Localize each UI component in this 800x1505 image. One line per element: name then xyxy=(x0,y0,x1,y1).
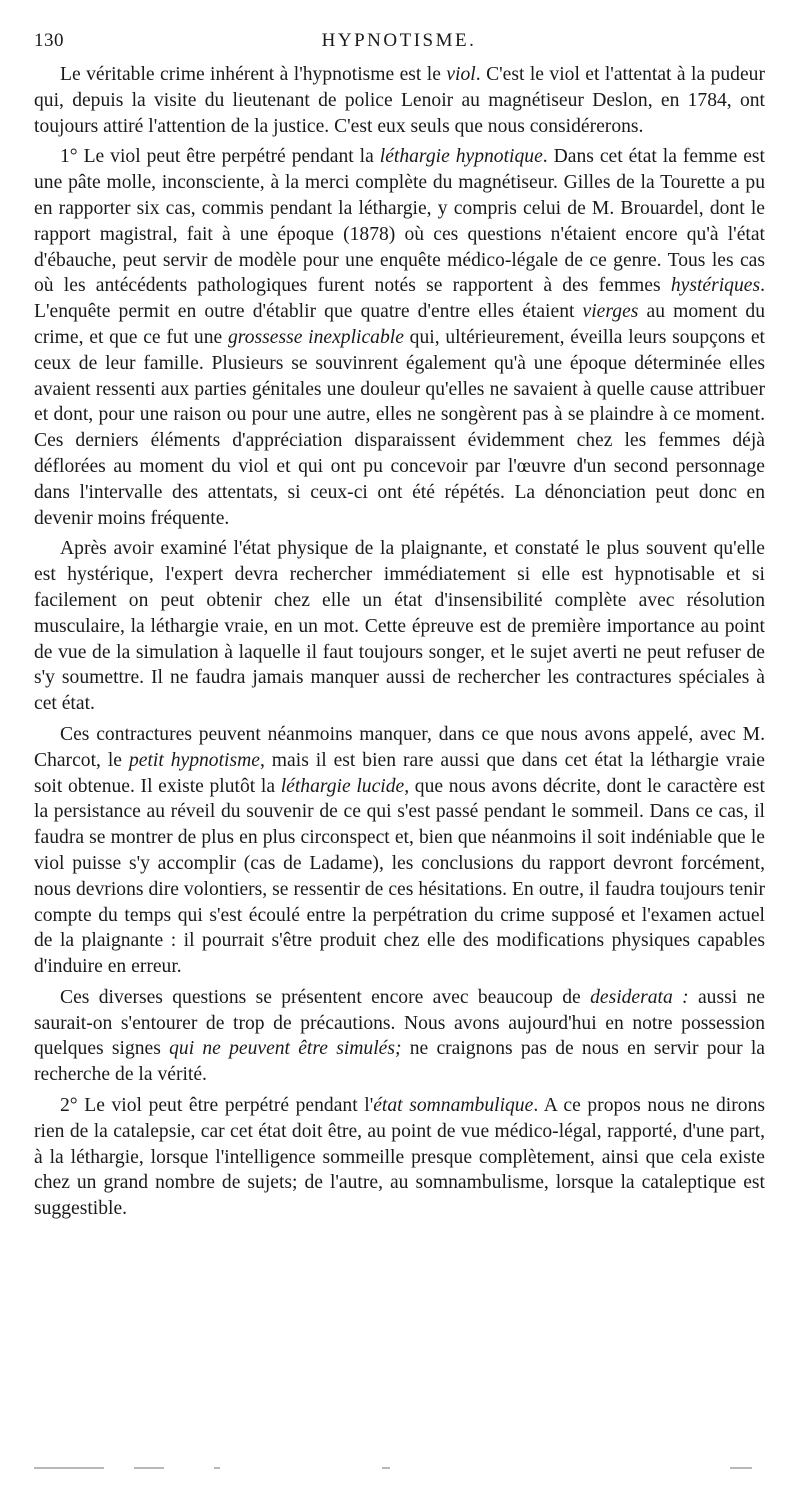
bleed-mark xyxy=(34,1467,104,1469)
bleed-mark xyxy=(382,1467,390,1469)
text-run: , mais il est bien rare aussi que dans cet état la léthargie vraie soit obtenue. Il existe plutôt la xyxy=(34,749,765,797)
paragraph xyxy=(34,144,765,531)
paragraph xyxy=(34,62,765,139)
italic-text: desiderata : xyxy=(590,986,689,1008)
running-title: HYPNOTISME. xyxy=(321,30,477,51)
text-run: Ces diverses questions se présentent encore avec beaucoup de xyxy=(60,986,591,1008)
paragraph xyxy=(34,722,765,980)
text-run: . A ce propos nous ne dirons rien de la catalepsie, car cet état doit être, au point de vue médico-légal, rapporté, d'une part, à la léthargie, lorsque l'intelligence sommeille presque complètement, ainsi que cela existe chez un grand nombre de sujets; de l'autre, au somnambulisme, lorsque la cataleptique est suggestible. xyxy=(34,1095,765,1220)
page-number: 130 xyxy=(34,30,64,51)
bleed-mark xyxy=(730,1467,752,1469)
page-body xyxy=(34,62,765,1227)
italic-text: hystériques xyxy=(670,275,761,297)
footer-bleed-marks xyxy=(34,1465,764,1473)
text-run: au moment du crime, et que ce fut une xyxy=(34,301,766,348)
text-run: . C'est le viol et l'attentat à la pudeur qui, depuis la visite du lieutenant de police Lenoir au magnétiseur Deslon, en 1784, ont toujours attiré l'attention de la justice. C'est eux seuls que nous considérerons. xyxy=(34,64,765,137)
bleed-mark xyxy=(134,1467,164,1469)
italic-text: état somnambulique xyxy=(373,1095,534,1117)
italic-text: grossesse inexplicable xyxy=(228,326,404,348)
bleed-mark xyxy=(214,1467,220,1469)
text-run: 2° Le viol peut être perpétré pendant l' xyxy=(60,1095,374,1117)
text-run: qui, ultérieurement, éveilla leurs soupçons et ceux de leur famille. Plusieurs se souvinrent également qu'à une époque déterminée elles avaient ressenti aux parties génitales une douleur qu'elles ne savaient à quelle cause attribuer et dont, pour une raison ou pour une autre, elles ne songèrent pas à se plaindre à ce moment. Ces derniers éléments d'appréciation disparaissent évidemment chez les femmes déjà déflorées au moment du viol et qui ont pu concevoir par l'œuvre d'un second personnage dans l'intervalle des attentats, si ceux-ci ont été répétés. La dénonciation peut donc en devenir moins fréquente. xyxy=(34,326,765,529)
text-run: Ces contractures peuvent néanmoins manquer, dans ce que nous avons appelé, avec M. Charcot, le xyxy=(34,723,765,771)
text-run: ne craignons pas de nous en servir pour la recherche de la vérité. xyxy=(34,1038,765,1086)
italic-text: léthargie lucide xyxy=(280,775,405,797)
text-run: aussi ne saurait-on s'entourer de trop de précautions. Nous avons aujourd'hui en notre possession quelques signes xyxy=(34,986,765,1060)
paragraph xyxy=(34,536,765,717)
text-run: . L'enquête permit en outre d'établir que quatre d'entre elles étaient xyxy=(34,275,765,323)
page-header xyxy=(34,30,764,56)
italic-text: qui ne peuvent être simulés; xyxy=(169,1038,402,1060)
italic-text: viol xyxy=(446,64,476,85)
italic-text: petit hypnotisme xyxy=(128,749,260,771)
italic-text: vierges xyxy=(582,301,639,323)
text-run: , que nous avons décrite, dont le caractère est la persistance au réveil du souvenir de ce qui s'est passé pendant le sommeil. Dans ce cas, il faudra se montrer de plus en plus circonspect et, bien que néanmoins il soit indéniable que le viol puisse s'y accomplir (cas de Ladame), les conclusions du rapport devront forcément, nous devrions dire volontiers, se ressentir de ces hésitations. En outre, il faudra toujours tenir compte du temps qui s'est écoulé entre la perpétration du crime supposé et l'examen actuel de la plaignante : il pourrait s'être produit chez elle des modifications physiques capables d'induire en erreur. xyxy=(34,775,765,978)
paragraph xyxy=(34,1093,765,1222)
paragraph xyxy=(34,985,765,1088)
text-run: Après avoir examiné l'état physique de la plaignante, et constaté le plus souvent qu'elle est hystérique, l'expert devra rechercher immédiatement si elle est hypnotisable et si facilement on peut obtenir chez elle un état d'insensibilité complète avec résolution musculaire, la léthargie vraie, en un mot. Cette épreuve est de première importance au point de vue de la simulation à laquelle il faut toujours songer, et le sujet averti ne peut refuser de s'y soumettre. Il ne faudra jamais manquer aussi de rechercher les contractures spéciales à cet état. xyxy=(34,538,765,715)
text-run: 1° Le viol peut être perpétré pendant la xyxy=(60,146,380,168)
text-run: Le véritable crime inhérent à l'hypnotisme est le xyxy=(60,64,447,85)
text-run: . Dans cet état la femme est une pâte molle, inconsciente, à la merci complète du magnétiseur. Gilles de la Tourette a pu en rapporter six cas, commis pendant la léthargie, y compris celui de M. Brouardel, dont le rapport magistral, fait à une époque (1878) où ces questions n'étaient encore qu'à l'état d'ébauche, peut servir de modèle pour une enquête médico-légale de ce genre. Tous les cas où les antécédents pathologiques furent notés se rapportent à des femmes xyxy=(34,146,765,297)
italic-text: léthargie hypnotique xyxy=(379,146,543,168)
